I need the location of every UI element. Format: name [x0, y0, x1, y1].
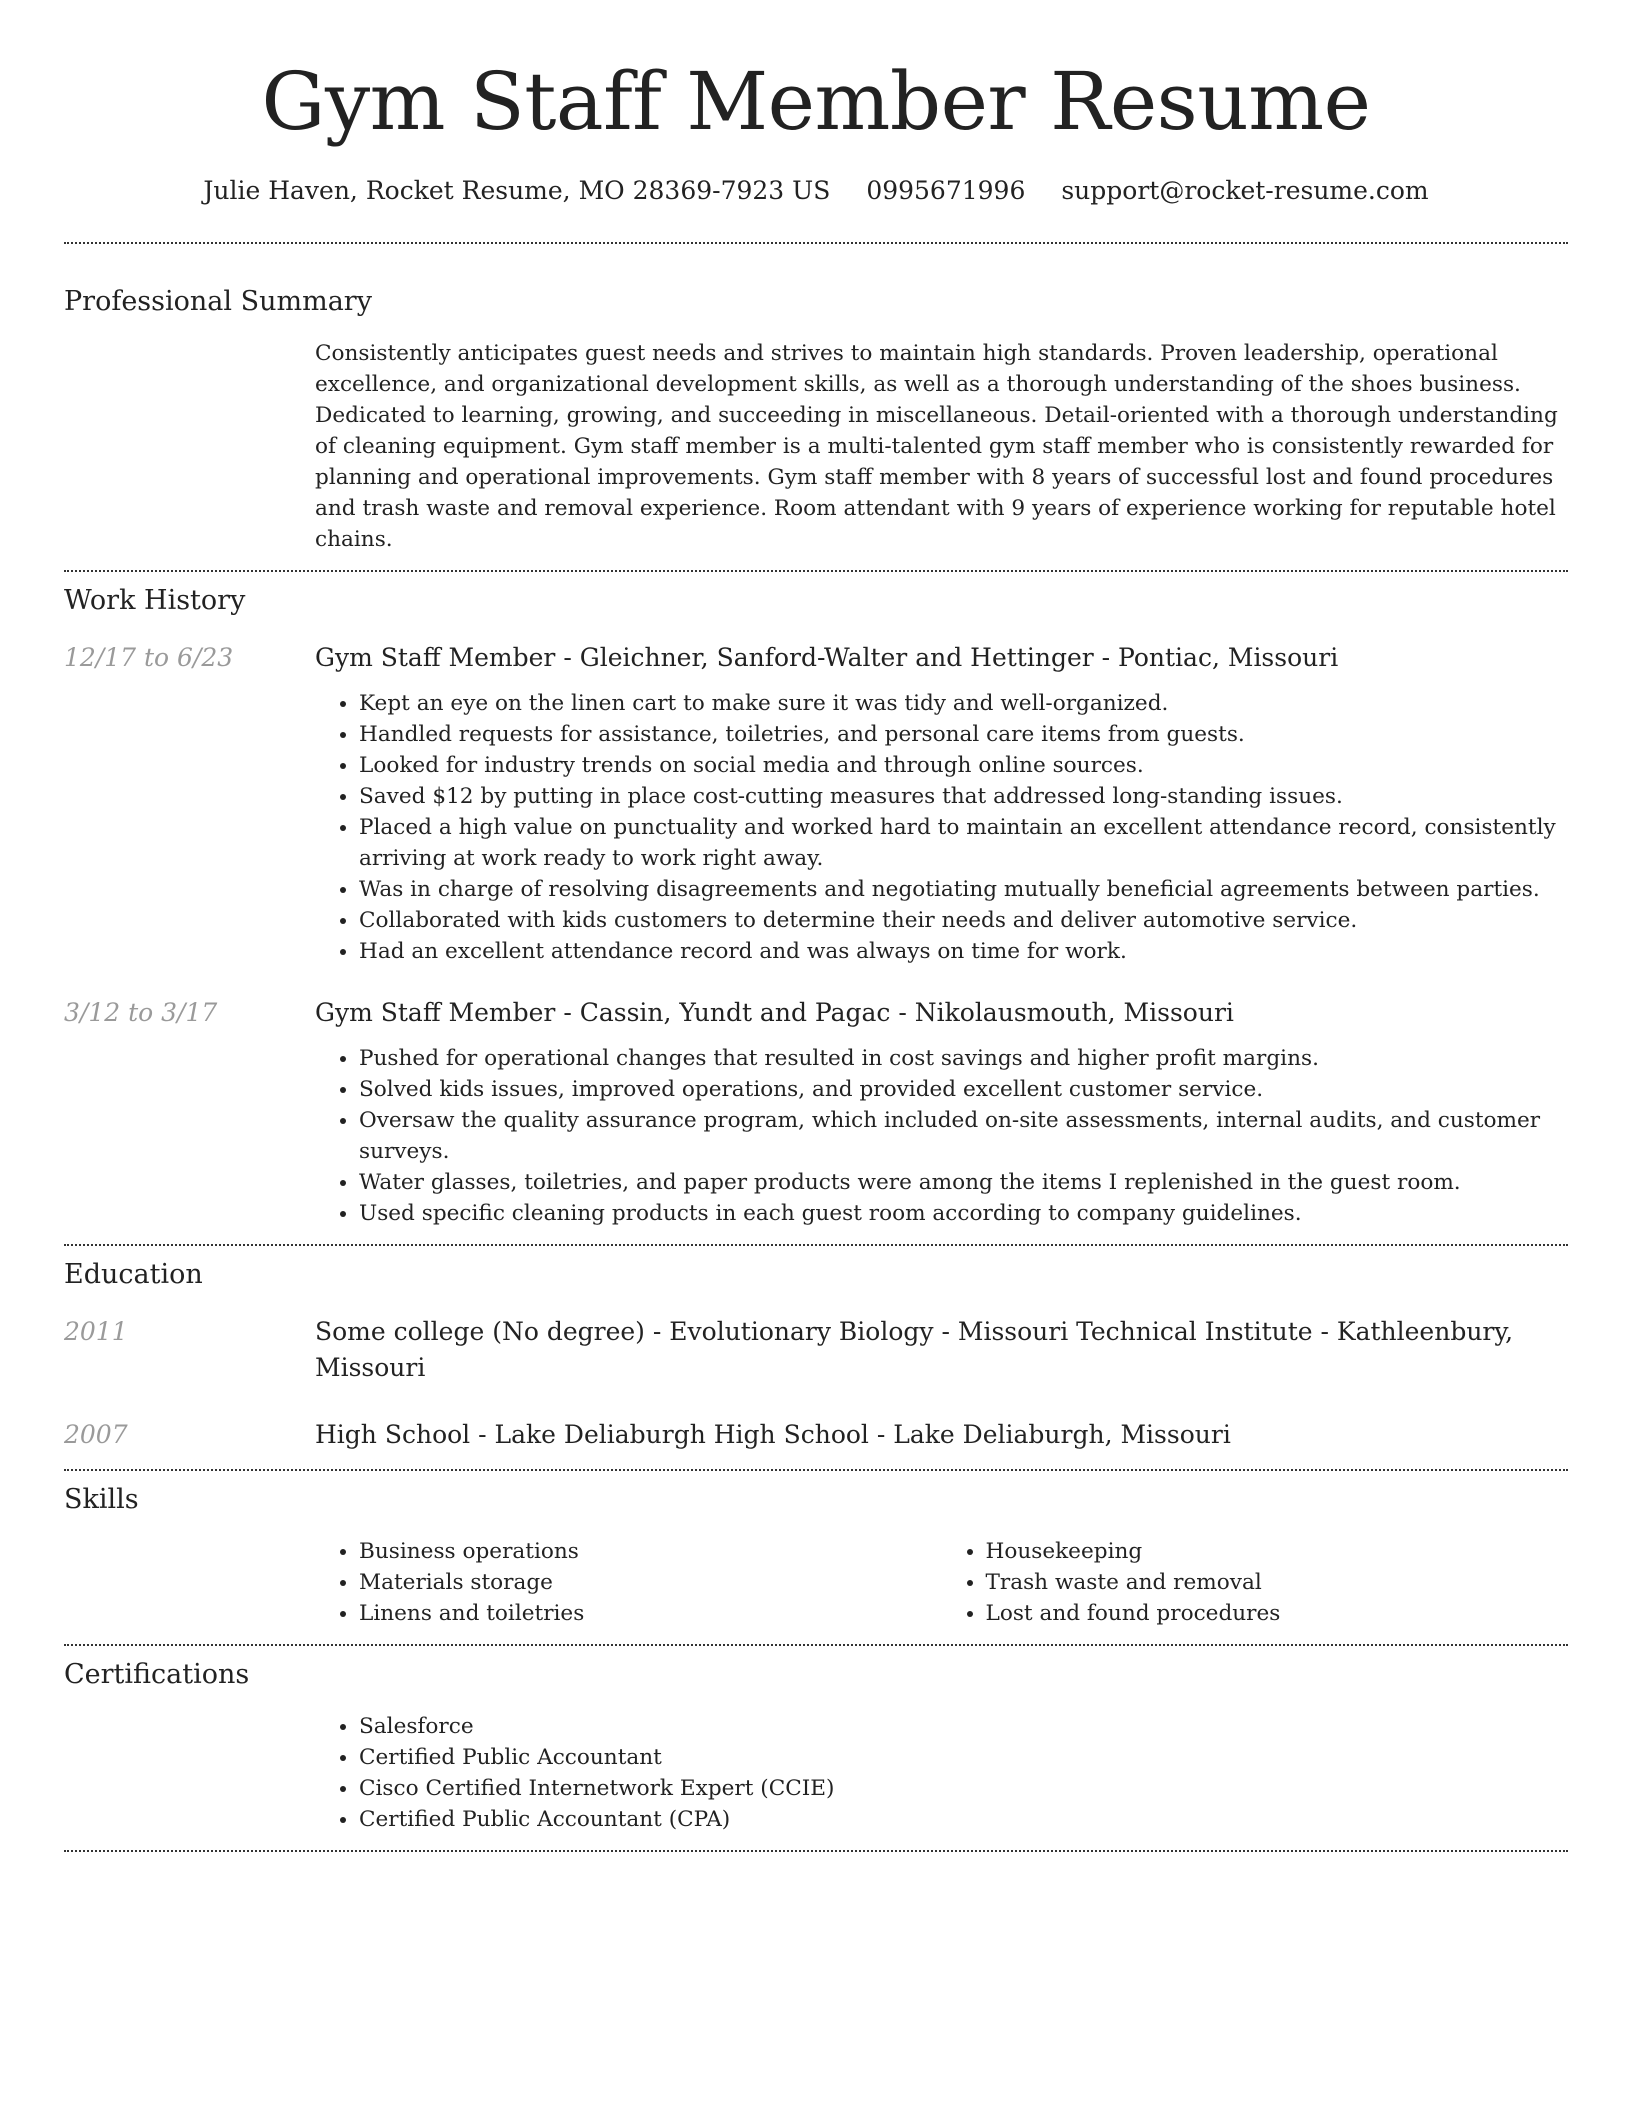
divider	[64, 1850, 1568, 1852]
divider	[64, 1244, 1568, 1246]
contact-email: support@rocket-resume.com	[1061, 176, 1429, 205]
skills-column	[942, 1536, 1569, 1629]
contact-phone: 0995671996	[866, 176, 1026, 205]
job-bullets	[315, 1043, 1568, 1229]
job-bullet: • Used specific cleaning products in each guest room according to company guidelines.	[359, 1198, 1568, 1229]
certification-item: • Cisco Certified Internetwork Expert (CCIE)	[359, 1773, 1568, 1804]
job-bullet: • Water glasses, toiletries, and paper products were among the items I replenished in the guest room.	[359, 1167, 1568, 1198]
summary-text: Consistently anticipates guest needs and strives to maintain high standards. Proven leadership, operational excellence, and organizational development skills, as well as a thorough understanding of the shoes business. Dedicated to learning, growing, and succeeding in miscellaneous. Detail-oriented with a thorough understanding of cleaning equipment. Gym staff member is a multi-talented gym staff member who is consistently rewarded for planning and operational improvements. Gym staff member with 8 years of successful lost and found procedures and trash waste and removal experience. Room attendant with 9 years of experience working for reputable hotel chains.	[315, 341, 1558, 552]
work-section	[64, 583, 1568, 1229]
skills-list	[315, 1536, 1568, 1629]
job-bullet: • Was in charge of resolving disagreements and negotiating mutually beneficial agreements between parties.	[359, 874, 1568, 905]
certification-item: • Certified Public Accountant	[359, 1742, 1568, 1773]
certifications-list	[315, 1711, 1568, 1835]
job-bullet: • Placed a high value on punctuality and worked hard to maintain an excellent attendance record, consistently arriving at work ready to work right away.	[359, 812, 1568, 874]
skill-item: • Business operations	[359, 1536, 942, 1567]
job-title: Gym Staff Member - Gleichner, Sanford-Walter and Hettinger - Pontiac, Missouri	[315, 643, 1339, 672]
education-text: High School - Lake Deliaburgh High School - Lake Deliaburgh, Missouri	[315, 1420, 1231, 1449]
education-text: Some college (No degree) - Evolutionary Biology - Missouri Technical Institute - Kathleenbury, Missouri	[315, 1317, 1514, 1382]
certification-item: • Certified Public Accountant (CPA)	[359, 1804, 1568, 1835]
job-bullets	[315, 688, 1568, 967]
skill-item: • Trash waste and removal	[986, 1567, 1569, 1598]
divider	[64, 570, 1568, 572]
skill-item: • Lost and found procedures	[986, 1598, 1569, 1629]
education-entry	[64, 1314, 1568, 1386]
work-heading: Work History	[64, 585, 246, 616]
job-bullet: • Kept an eye on the linen cart to make sure it was tidy and well-organized.	[359, 688, 1568, 719]
resume-page	[64, 0, 1568, 1852]
job-bullet: • Solved kids issues, improved operations, and provided excellent customer service.	[359, 1074, 1568, 1105]
job-date: 12/17 to 6/23	[64, 643, 234, 672]
divider	[64, 1469, 1568, 1471]
education-section	[64, 1257, 1568, 1453]
job-bullet: • Had an excellent attendance record and was always on time for work.	[359, 936, 1568, 967]
skills-section	[64, 1482, 1568, 1629]
page-title: Gym Staff Member Resume	[261, 55, 1371, 148]
job-title: Gym Staff Member - Cassin, Yundt and Pagac - Nikolausmouth, Missouri	[315, 998, 1234, 1027]
summary-heading: Professional Summary	[64, 286, 372, 317]
education-year: 2011	[64, 1317, 128, 1346]
job-bullet: • Collaborated with kids customers to determine their needs and deliver automotive service.	[359, 905, 1568, 936]
education-heading: Education	[64, 1259, 203, 1290]
contact-line	[64, 174, 1568, 208]
skill-item: • Housekeeping	[986, 1536, 1569, 1567]
skills-column	[315, 1536, 942, 1629]
skills-heading: Skills	[64, 1484, 139, 1515]
job-bullet: • Looked for industry trends on social media and through online sources.	[359, 750, 1568, 781]
certifications-section	[64, 1657, 1568, 1835]
contact-address: Julie Haven, Rocket Resume, MO 28369-7923 US	[203, 176, 831, 205]
certification-item: • Salesforce	[359, 1711, 1568, 1742]
job-bullet: • Oversaw the quality assurance program, which included on-site assessments, internal audits, and customer surveys.	[359, 1105, 1568, 1167]
job-entry	[64, 995, 1568, 1031]
skill-item: • Linens and toiletries	[359, 1598, 942, 1629]
summary-section	[64, 284, 1568, 555]
certifications-heading: Certifications	[64, 1659, 250, 1690]
job-date: 3/12 to 3/17	[64, 998, 218, 1027]
divider	[64, 242, 1568, 244]
divider	[64, 1644, 1568, 1646]
education-year: 2007	[64, 1420, 128, 1449]
skill-item: • Materials storage	[359, 1567, 942, 1598]
job-bullet: • Handled requests for assistance, toiletries, and personal care items from guests.	[359, 719, 1568, 750]
job-bullet: • Pushed for operational changes that resulted in cost savings and higher profit margins.	[359, 1043, 1568, 1074]
education-entry	[64, 1417, 1568, 1453]
job-entry	[64, 640, 1568, 676]
job-bullet: • Saved $12 by putting in place cost-cutting measures that addressed long-standing issues.	[359, 781, 1568, 812]
